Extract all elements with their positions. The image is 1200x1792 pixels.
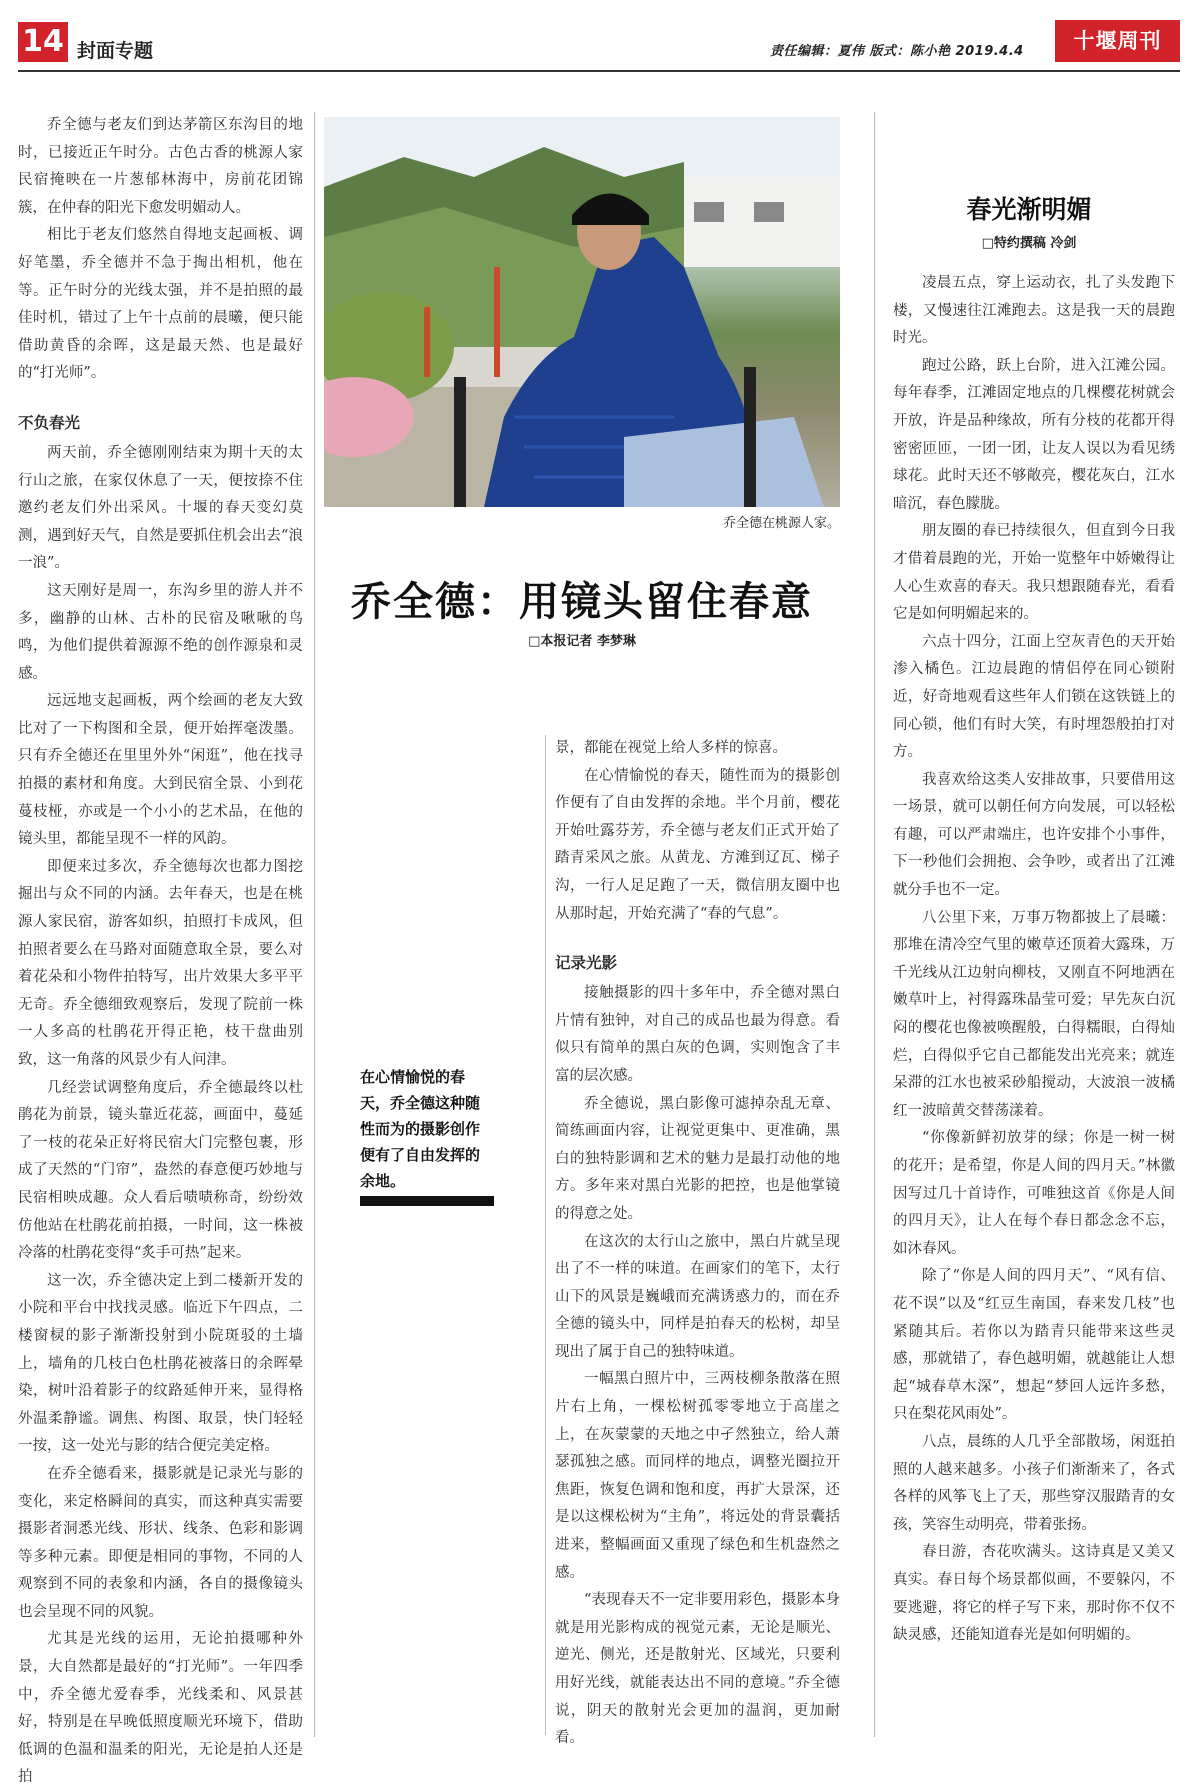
- paragraph: 这一次，乔全德决定上到二楼新开发的小院和平台中找找灵感。临近下午四点，二楼窗棂的影子渐渐投射到小院斑驳的土墙上，墙角的几枝白色杜鹃花被落日的余晖晕染，树叶沿着影子的纹路延伸开来，显得格外温柔静谧。调焦、构图、取景，快门轻轻一按，这一处光与影的结合便完美定格。: [18, 1272, 303, 1455]
- main-article-column-1: [18, 112, 303, 1792]
- page-header: [0, 0, 1200, 75]
- publication-logo: 十堰周刊: [1055, 20, 1180, 62]
- editor-credits: 责任编辑：夏伟 版式：陈小艳 2019.4.4: [770, 44, 1024, 59]
- paragraph: 在这次的太行山之旅中，黑白片就呈现出了不一样的味道。在画家们的笔下，太行山下的风景是巍峨而充满诱惑力的，而在乔全德的镜头中，同样是拍春天的松树，却呈现出了属于自己的独特味道。: [555, 1233, 840, 1360]
- paragraph: 景，都能在视觉上给人多样的惊喜。: [555, 740, 787, 756]
- page-number: 14: [18, 22, 68, 62]
- paragraph: 这天刚好是周一，东沟乡里的游人并不多，幽静的山林、古朴的民宿及啾啾的鸟鸣，为他们提供着源源不绝的创作源泉和灵感。: [18, 582, 303, 682]
- paragraph: 朋友圈的春已持续很久，但直到今日我才借着晨跑的光，开始一览整年中娇嫩得让人心生欢喜的春天。我只想跟随春光，看看它是如何明媚起来的。: [893, 523, 1175, 623]
- main-byline: □本报记者 李梦琳: [528, 634, 636, 649]
- paragraph: 在乔全德看来，摄影就是记录光与影的变化，来定格瞬间的真实，而这种真实需要摄影者洞悉光线、形状、线条、色彩和影调等多种元素。即便是相同的事物，不同的人观察到不同的表象和内涵，各自的摄像镜头也会呈现不同的风貌。: [18, 1465, 303, 1620]
- paragraph: 尤其是光线的运用，无论拍摄哪种外景，大自然都是最好的“打光师”。一年四季中，乔全德尤爱春季，光线柔和、风景甚好，特别是在早晚低照度顺光环境下，借助低调的色温和温柔的阳光，无论是拍人还是拍: [18, 1631, 303, 1786]
- side-byline: □特约撰稿 冷剑: [981, 236, 1077, 251]
- paragraph: 相比于老友们悠然自得地支起画板、调好笔墨，乔全德并不急于掏出相机，他在等。正午时分的光线太强，并不是拍照的最佳时机，错过了上午十点前的晨曦，便只能借助黄昏的余晖，这是最天然、也是最好的“打光师”。: [18, 227, 303, 382]
- header-rule: [18, 70, 1180, 72]
- column-divider: [314, 112, 315, 1737]
- column-divider: [874, 112, 875, 1737]
- paragraph: 除了“你是人间的四月天”、“风有信、花不误”以及“红豆生南国，春来发几枝”也紧随其后。若你以为踏青只能带来这些灵感，那就错了，春色越明媚，就越能让人想起“城春草木深”，想起“梦回人远许多愁，只在梨花风雨处”。: [893, 1268, 1175, 1423]
- paragraph: 八点，晨练的人几乎全部散场，闲逛拍照的人越来越多。小孩子们渐渐来了，各式各样的风筝飞上了天，那些穿汉服踏青的女孩，笑容生动明亮，带着张扬。: [893, 1433, 1175, 1533]
- side-article-column: [893, 270, 1175, 1650]
- paragraph: 即便来过多次，乔全德每次也都力图挖掘出与众不同的内涵。去年春天，也是在桃源人家民宿，游客如织，拍照打卡成风，但拍照者要么在马路对面随意取全景，要么对着花朵和小物件拍特写，出片效果大多平平无奇。乔全德细致观察后，发现了院前一株一人多高的杜鹃花开得正艳，枝干盘曲别致，这一角落的风景少有人问津。: [18, 858, 303, 1068]
- paragraph: 六点十四分，江面上空灰青色的天开始渗入橘色。江边晨跑的情侣停在同心锁附近，好奇地观看这些年人们锁在这铁链上的同心锁，他们有时大笑，有时埋怨般拍打对方。: [893, 633, 1175, 761]
- paragraph: 跑过公路，跃上台阶，进入江滩公园。每年春季，江滩固定地点的几棵樱花树就会开放，许是品种缘故，所有分枝的花都开得密密匝匝，一团一团，让友人误以为看见绣球花。此时天还不够敞亮，樱花灰白，江水暗沉，春色朦胧。: [893, 357, 1175, 512]
- section-name: 封面专题: [77, 40, 154, 62]
- paragraph: 一幅黑白照片中，三两枝柳条散落在照片右上角，一棵松树孤零零地立于高崖之上，在灰蒙蒙的天地之中孑然独立，给人萧瑟孤独之感。而同样的地点，调整光圈拉开焦距，恢复色调和饱和度，再扩大景深，还是以这棵松树为“主角”，将远处的背景囊括进来，整幅画面又重现了绿色和生机盎然之感。: [555, 1371, 840, 1581]
- paragraph: 乔全德说，黑白影像可滤掉杂乱无章、简练画面内容，让视觉更集中、更准确，黑白的独特影调和艺术的魅力是最打动他的地方。多年来对黑白光影的把控，也是他掌镜的得意之处。: [555, 1095, 840, 1222]
- paragraph: 远远地支起画板，两个绘画的老友大致比对了一下构图和全景，便开始挥毫泼墨。只有乔全德还在里里外外“闲逛”，他在找寻拍摄的素材和角度。大到民宿全景、小到花蔓枝桠，亦或是一个小小的艺术品，在他的镜头里，都能呈现不一样的风韵。: [18, 693, 303, 848]
- side-headline: 春光渐明媚: [966, 195, 1092, 224]
- paragraph: 几经尝试调整角度后，乔全德最终以杜鹃花为前景，镜头靠近花蕊，画面中，蔓延了一枝的花朵正好将民宿大门完整包裹，形成了天然的“门帘”，盎然的春意便巧妙地与民宿相映成趣。众人看后啧啧称奇，纷纷效仿他站在杜鹃花前拍摄，一时间，这一株被冷落的杜鹃花变得“炙手可热”起来。: [18, 1079, 303, 1262]
- lead-photo: [324, 117, 840, 507]
- paragraph: 乔全德与老友们到达茅箭区东沟目的地时，已接近正午时分。古色古香的桃源人家民宿掩映在一片葱郁林海中，房前花团锦簇，在仲春的阳光下愈发明媚动人。: [18, 117, 303, 216]
- subheading: 不负春光: [18, 413, 81, 432]
- paragraph: 春日游，杏花吹满头。这诗真是又美又真实。春日每个场景都似画，不要躲闪，不要逃避，将它的样子写下来，那时你不仅不缺灵感，还能知道春光是如何明媚的。: [893, 1544, 1175, 1644]
- column-divider: [545, 735, 546, 1735]
- paragraph: 凌晨五点，穿上运动衣，扎了头发跑下楼，又慢速往江滩跑去。这是我一天的晨跑时光。: [893, 275, 1175, 347]
- photo-caption: 乔全德在桃源人家。: [722, 516, 840, 531]
- main-headline: 乔全德：用镜头留住春意: [351, 578, 813, 625]
- main-article-column-2: [555, 735, 840, 1753]
- pull-quote: 在心情愉悦的春天，乔全德这种随性而为的摄影创作便有了自由发挥的余地。: [360, 1068, 481, 1190]
- pull-quote-bar: [360, 1196, 494, 1206]
- portrait-illustration: [324, 117, 840, 507]
- paragraph: 八公里下来，万事万物都披上了晨曦：那堆在清冷空气里的嫩草还顶着大露珠，万千光线从江边射向柳枝，又刚直不阿地洒在嫩草叶上，衬得露珠晶莹可爱；早先灰白沉闷的樱花也像被唤醒般，白得糯眼，白得灿烂，白得似乎它自己都能发出光亮来；就连呆滞的江水也被采砂船搅动，大波浪一波橘红一波暗黄交替荡漾着。: [893, 909, 1175, 1119]
- subheading: 记录光影: [555, 954, 618, 973]
- paragraph: “你像新鲜初放芽的绿；你是一树一树的花开；是希望，你是人间的四月天。”林徽因写过几十首诗作，可唯独这首《你是人间的四月天》，让人在每个春日都念念不忘，如沐春风。: [893, 1130, 1175, 1257]
- paragraph: 两天前，乔全德刚刚结束为期十天的太行山之旅，在家仅休息了一天，便按捺不住邀约老友们外出采风。十堰的春天变幻莫测，遇到好天气，自然是要抓住机会出去“浪一浪”。: [18, 444, 303, 572]
- paragraph: “表现春天不一定非要用彩色，摄影本身就是用光影构成的视觉元素，无论是顺光、逆光、侧光，还是散射光、区域光，只要利用好光线，就能表达出不同的意境。”乔全德说，阴天的散射光会更加的温润，更加耐看。: [555, 1592, 840, 1747]
- paragraph: 在心情愉悦的春天，随性而为的摄影创作便有了自由发挥的余地。半个月前，樱花开始吐露芬芳，乔全德与老友们正式开始了踏青采风之旅。从黄龙、方滩到辽瓦、梯子沟，一行人足足跑了一天，微信朋友圈中也从那时起，开始充满了“春的气息”。: [555, 767, 840, 922]
- paragraph: 接触摄影的四十多年中，乔全德对黑白片情有独钟，对自己的成品也最为得意。看似只有简单的黑白灰的色调，实则饱含了丰富的层次感。: [555, 985, 840, 1084]
- paragraph: 我喜欢给这类人安排故事，只要借用这一场景，就可以朝任何方向发展，可以轻松有趣，可以严肃端庄，也许安排个小事件，下一秒他们会拥抱、会争吵，或者出了江滩就分手也不一定。: [893, 771, 1175, 899]
